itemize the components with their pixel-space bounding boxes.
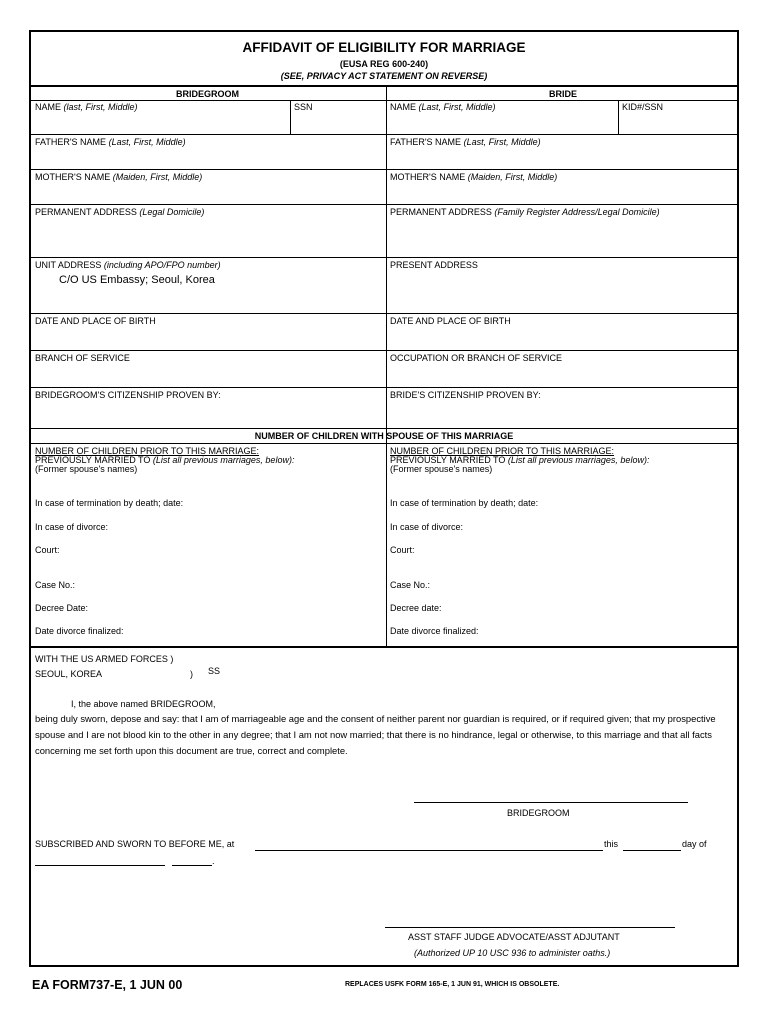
bridegroom-prior-children-label: NUMBER OF CHILDREN PRIOR TO THIS MARRIAGE:: [35, 446, 260, 456]
sworn-prefix: SUBSCRIBED AND SWORN TO BEFORE ME, at: [35, 839, 235, 849]
bride-address-label: PERMANENT ADDRESS (Family Register Address/Legal Domicile): [390, 207, 660, 217]
bride-citizenship-label: BRIDE'S CITIZENSHIP PROVEN BY:: [390, 390, 541, 400]
bridegroom-death-label: In case of termination by death; date:: [35, 498, 184, 508]
row-rule-unit: [31, 313, 737, 314]
sworn-period: .: [212, 856, 215, 866]
form-regulation: (EUSA REG 600-240): [339, 59, 429, 69]
bride-prior-children-label: NUMBER OF CHILDREN PRIOR TO THIS MARRIAGE:: [390, 446, 615, 456]
affidavit-form: [29, 30, 739, 967]
bridegroom-heading: BRIDEGROOM: [176, 89, 239, 99]
kid-divider: [618, 100, 619, 134]
row-rule-branch: [31, 387, 737, 388]
bridegroom-divorce-label: In case of divorce:: [35, 522, 109, 532]
sworn-year-line[interactable]: [172, 865, 212, 866]
bridegroom-decree-label: Decree Date:: [35, 603, 89, 613]
bridegroom-citizenship-label: BRIDEGROOM'S CITIZENSHIP PROVEN BY:: [35, 390, 221, 400]
venue-seoul: SEOUL, KOREA: [35, 669, 103, 679]
bridegroom-father-label: FATHER'S NAME (Last, First, Middle): [35, 137, 186, 147]
row-rule-name: [31, 134, 737, 135]
row-rule-birth: [31, 350, 737, 351]
bridegroom-address-label: PERMANENT ADDRESS (Legal Domicile): [35, 207, 205, 217]
bridegroom-previously-married-label: PREVIOUSLY MARRIED TO (List all previous marriages, below): (Former spouse's names): [35, 455, 295, 474]
row-rule-children-heading: [31, 443, 737, 444]
ss-label: SS: [208, 666, 221, 676]
bride-birth-label: DATE AND PLACE OF BIRTH: [390, 316, 511, 326]
ssn-divider: [290, 100, 291, 134]
privacy-notice: (SEE, PRIVACY ACT STATEMENT ON REVERSE): [280, 71, 488, 81]
header-rule: [31, 85, 737, 87]
children-heading: NUMBER OF CHILDREN WITH SPOUSE OF THIS MARRIAGE: [254, 431, 514, 441]
bride-finalized-label: Date divorce finalized:: [390, 626, 479, 636]
bride-father-label: FATHER'S NAME (Last, First, Middle): [390, 137, 541, 147]
sworn-month-line[interactable]: [35, 865, 165, 866]
bride-court-label: Court:: [390, 545, 415, 555]
bridegroom-birth-label: DATE AND PLACE OF BIRTH: [35, 316, 156, 326]
bridegroom-finalized-label: Date divorce finalized:: [35, 626, 124, 636]
bride-death-label: In case of termination by death; date:: [390, 498, 539, 508]
sworn-day-of: day of: [682, 839, 707, 849]
sworn-this: this: [604, 839, 619, 849]
oath-intro: I, the above named BRIDEGROOM,: [71, 699, 216, 709]
bridegroom-signature-label: BRIDEGROOM: [507, 808, 570, 818]
row-rule-father: [31, 169, 737, 170]
oath-statement: being duly sworn, depose and say: that I am of marriageable age and the consent of neither parent nor guardian is required, or if required given; that my prospective spouse and I are not blood kin to the other in any degree; that I am not now married; that there is no hindrance, legal or otherwise, to this marriage and that all facts concerning me set forth upon this document are true, correct and complete.: [35, 713, 716, 756]
column-divider: [386, 85, 387, 646]
row-rule-citizenship: [31, 428, 737, 429]
bridegroom-name-label: NAME (last, First, Middle): [35, 102, 138, 112]
bride-present-address-label: PRESENT ADDRESS: [390, 260, 478, 270]
sworn-day-line[interactable]: [623, 850, 681, 851]
bride-kid-label: KID#/SSN: [622, 102, 664, 112]
row-rule-previous-marriages: [31, 646, 737, 648]
officer-title: ASST STAFF JUDGE ADVOCATE/ASST ADJUTANT: [408, 932, 620, 942]
bride-mother-label: MOTHER'S NAME (Maiden, First, Middle): [390, 172, 558, 182]
bride-previously-married-label: PREVIOUSLY MARRIED TO (List all previous marriages, below): (Former spouse's names): [390, 455, 650, 474]
bride-occupation-label: OCCUPATION OR BRANCH OF SERVICE: [390, 353, 563, 363]
venue-armed-forces: WITH THE US ARMED FORCES ): [35, 654, 174, 664]
row-rule-mother: [31, 204, 737, 205]
bridegroom-unit-value: C/O US Embassy; Seoul, Korea: [59, 274, 215, 286]
officer-authority: (Authorized UP 10 USC 936 to administer oaths.): [414, 948, 611, 958]
bridegroom-ssn-label: SSN: [294, 102, 313, 112]
bridegroom-court-label: Court:: [35, 545, 60, 555]
bride-divorce-label: In case of divorce:: [390, 522, 464, 532]
officer-signature-line[interactable]: [385, 927, 675, 928]
bride-name-label: NAME (Last, First, Middle): [390, 102, 496, 112]
bridegroom-signature-line[interactable]: [414, 802, 688, 803]
section-heading-rule: [31, 100, 737, 101]
bridegroom-case-label: Case No.:: [35, 580, 76, 590]
bride-case-label: Case No.:: [390, 580, 431, 590]
bridegroom-branch-label: BRANCH OF SERVICE: [35, 353, 130, 363]
bride-decree-label: Decree date:: [390, 603, 442, 613]
form-title: AFFIDAVIT OF ELIGIBILITY FOR MARRIAGE: [242, 40, 526, 55]
row-rule-permanent: [31, 257, 737, 258]
form-id: EA FORM737-E, 1 JUN 00: [32, 978, 183, 992]
bridegroom-mother-label: MOTHER'S NAME (Maiden, First, Middle): [35, 172, 203, 182]
bridegroom-unit-label: UNIT ADDRESS (including APO/FPO number): [35, 260, 221, 270]
replaces-notice: REPLACES USFK FORM 165-E, 1 JUN 91, WHICH IS OBSOLETE.: [345, 981, 560, 988]
venue-paren: ): [190, 669, 193, 679]
bride-heading: BRIDE: [549, 89, 578, 99]
sworn-place-line[interactable]: [255, 850, 603, 851]
